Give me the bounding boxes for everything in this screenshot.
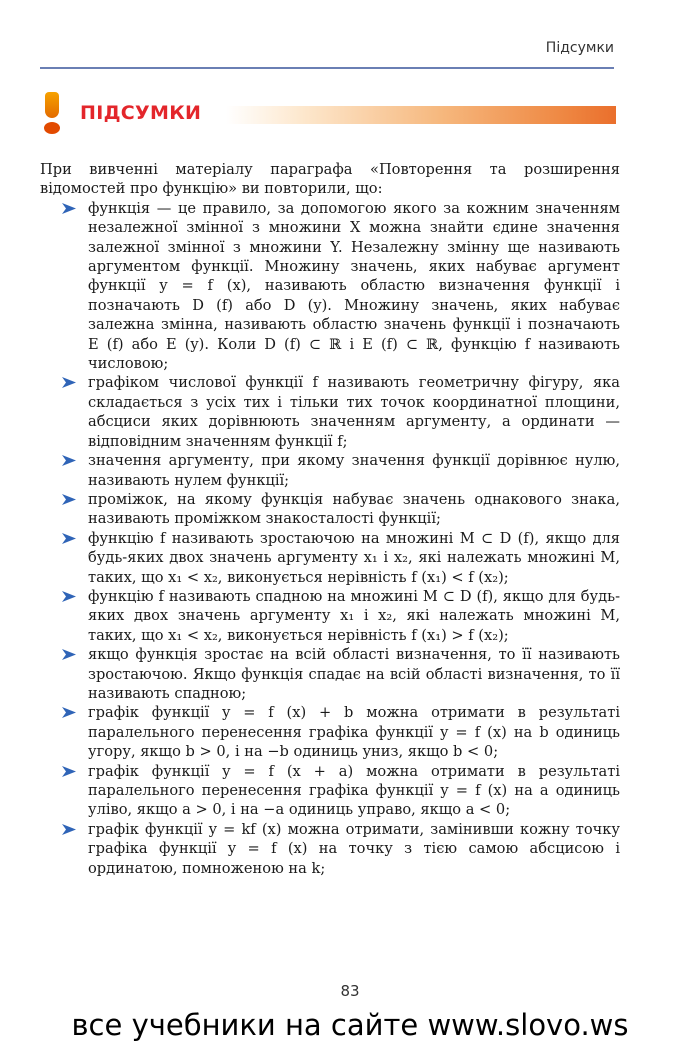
list-item-text: функцію f називають зростаючою на множині M ⊂ D (f), якщо для будь-яких двох значень аргументу x₁ і x₂, які належать множині M, таких, що x₁ < x₂, виконується нерівність f (x₁) < f (x₂); <box>88 529 620 586</box>
arrow-bullet-icon <box>61 532 77 545</box>
list-item-text: графік функції y = kf (x) можна отримати, замінивши кожну точку графіка функції y = f (x) на точку з тією самою абсцисою і ординатою, помноженою на k; <box>88 820 620 877</box>
intro-paragraph: При вивченні матеріалу параграфа «Повторення та розширення відомостей про функцію» ви повторили, що: <box>40 161 620 198</box>
summary-list <box>40 199 620 878</box>
list-item <box>40 762 620 820</box>
list-item-text: графіком числової функції f називають геометричну фігуру, яка складається з усіх тих і тільки тих точок координатної площини, абсциси яких дорівнюють значенням аргументу, а ординати — відповідним значенням функції f; <box>88 374 620 450</box>
list-item <box>40 199 620 374</box>
list-item-text: графік функції y = f (x + a) можна отримати в результаті паралельного перенесення графіка функції y = f (x) на a одиниць уліво, якщо a > 0, і на −a одиниць управо, якщо a < 0; <box>88 762 620 819</box>
list-item-text: графік функції y = f (x) + b можна отримати в результаті паралельного перенесення графіка функції y = f (x) на b одиниць угору, якщо b > 0, і на −b одиниць униз, якщо b < 0; <box>88 704 620 761</box>
list-item <box>40 490 620 529</box>
list-item-text: функцію f називають спадною на множині M ⊂ D (f), якщо для будь-яких двох значень аргументу x₁ і x₂, які належать множині M, таких, що x₁ < x₂, виконується нерівність f (x₁) > f (x₂); <box>88 587 620 644</box>
arrow-bullet-icon <box>61 454 77 467</box>
list-item-text: якщо функція зростає на всій області визначення, то її називають зростаючою. Якщо функція спадає на всій області визначення, то її називають спадною; <box>88 646 620 702</box>
list-item <box>40 587 620 645</box>
header-rule <box>40 67 614 69</box>
list-item-text: значення аргументу, при якому значення функції дорівнює нулю, називають нулем функції; <box>88 452 620 489</box>
section-title: ПІДСУМКИ <box>80 102 202 124</box>
summary-text <box>40 160 620 878</box>
list-item-text: функція — це правило, за допомогою якого за кожним значенням незалежної змінної з множини X можна знайти єдине значення залежної змінної з множини Y. Незалежну змінну ще називають аргументом функції. Множину значень, яких набуває аргумент функції y = f (x), називають областю визначення функції і позначають D (f) або D (y). Множину значень, яких набуває залежна змінна, називають областю значень функції і позначають E (f) або E (y). Коли D (f) ⊂ ℝ і E (f) ⊂ ℝ, функцію f називають числовою; <box>88 199 620 373</box>
footer-banner: все учебники на сайте www.slovo.ws <box>71 1008 629 1042</box>
page-number: 83 <box>340 982 360 1000</box>
arrow-bullet-icon <box>61 590 77 603</box>
arrow-bullet-icon <box>61 823 77 836</box>
list-item <box>40 703 620 761</box>
arrow-bullet-icon <box>61 706 77 719</box>
arrow-bullet-icon <box>61 202 77 215</box>
list-item <box>40 645 620 703</box>
arrow-bullet-icon <box>61 493 77 506</box>
list-item <box>40 820 620 878</box>
arrow-bullet-icon <box>61 648 77 661</box>
list-item-text: проміжок, на якому функція набуває значень однакового знака, називають проміжком знакосталості функції; <box>88 490 620 528</box>
list-item <box>40 451 620 490</box>
list-item <box>40 529 620 587</box>
section-title-band <box>226 106 616 124</box>
running-header: Підсумки <box>545 40 614 56</box>
arrow-bullet-icon <box>61 376 77 389</box>
exclamation-icon <box>42 92 64 134</box>
section-header <box>40 90 618 136</box>
list-item <box>40 373 620 451</box>
arrow-bullet-icon <box>61 765 77 778</box>
